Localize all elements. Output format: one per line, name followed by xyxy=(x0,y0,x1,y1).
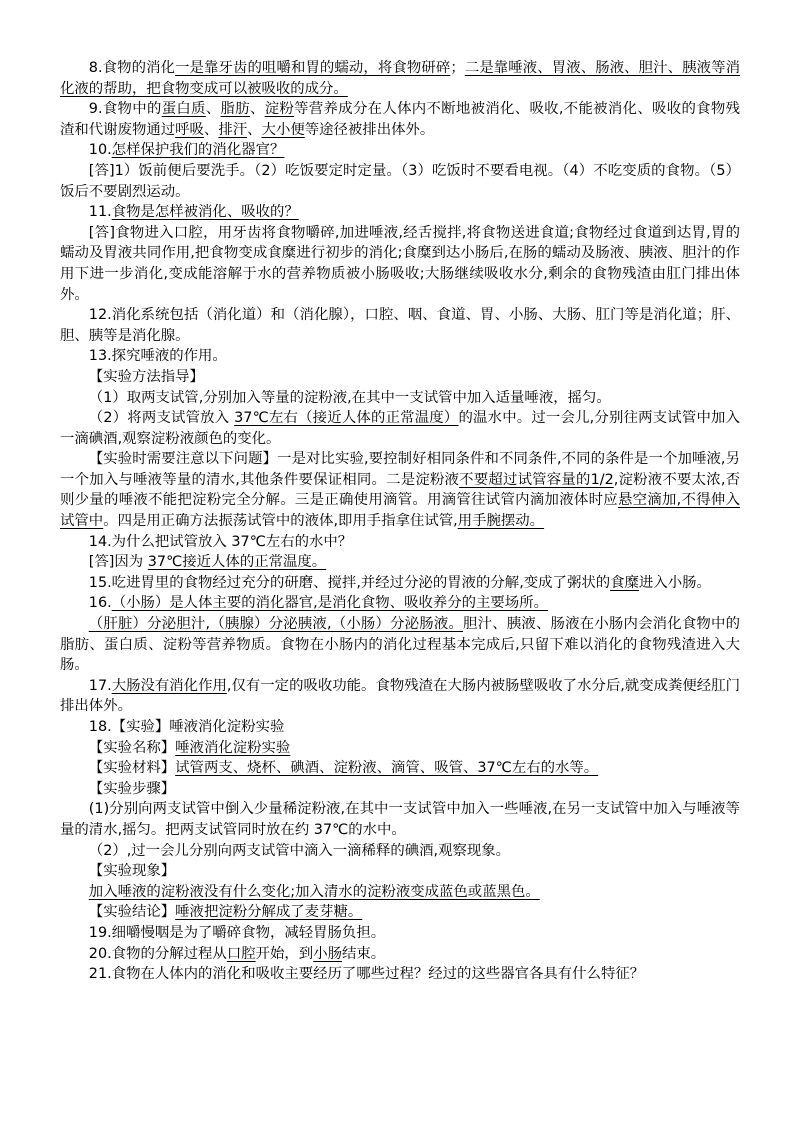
text-run: 进入小肠。 xyxy=(638,574,711,591)
underlined-text: 蛋白质 xyxy=(161,101,206,118)
underlined-text: 加入唾液的淀粉液没有什么变化;加入清水的淀粉液变成蓝色或蓝黑色。 xyxy=(88,883,540,900)
underlined-text: 呼吸 xyxy=(175,121,204,138)
underlined-text: 大小便 xyxy=(261,121,305,138)
underlined-text: 二是靠唾液、胃液、肠液、胆汁、胰液等消化液的帮助，把食物变成可以被吸收的成分。 xyxy=(60,60,740,97)
text-run: [答]因为 xyxy=(88,554,148,571)
document-body xyxy=(60,58,740,985)
paragraph xyxy=(60,161,740,202)
underlined-text: 不要超过试管容量的1/2 xyxy=(459,471,614,488)
paragraph xyxy=(60,593,740,614)
text-run: [答]食物进入口腔，用牙齿将食物嚼碎,加进唾液,经舌搅拌,将食物送进食道;食物经过食道到达胃,胃的蠕动及胃液共同作用,把食物变成食糜进行初步的消化;食糜到达小肠后,在肠的蠕动及肠液、胰液、胆汁的作用下进一步消化,变成能溶解于水的营养物质被小肠吸收;大肠继续吸收水分,剩余的食物残渣由肛门排出体外。 xyxy=(60,224,740,303)
text-run: 13.探究唾液的作用。 xyxy=(88,348,227,365)
text-run: 等途径被排出体外。 xyxy=(304,121,435,138)
underlined-text: 37℃左右（接近人体的正常温度） xyxy=(234,410,459,427)
text-run: (1)分别向两支试管中倒入少量稀淀粉液,在其中一支试管中加入一些唾液,在另一支试管中加入与唾液等量的清水,摇匀。把两支试管同时放在约 37℃的水中。 xyxy=(60,801,740,838)
text-run: （2）,过一会儿分别向两支试管中滴入一滴稀释的碘酒,观察现象。 xyxy=(88,842,511,859)
text-run: 结束。 xyxy=(341,945,386,962)
text-run: 16. xyxy=(88,595,112,612)
text-run: 14.为什么把试管放入 37℃左右的水中？ xyxy=(88,533,353,550)
text-run: 12.消化系统包括（消化道）和（消化腺），口腔、咽、食道、胃、小肠、大肠、肛门等是消化道；肝、胆、胰等是消化腺。 xyxy=(60,307,740,344)
text-run: 、 xyxy=(205,101,221,118)
paragraph xyxy=(60,841,740,862)
text-run: 【实验结论】 xyxy=(88,904,176,921)
text-run: 、 xyxy=(247,121,262,138)
text-run: 10. xyxy=(88,142,112,159)
paragraph xyxy=(60,58,740,99)
paragraph xyxy=(60,99,740,140)
text-run: 、 xyxy=(249,101,265,118)
paragraph xyxy=(60,861,740,882)
underlined-text: 怎样保护我们的消化器官？ xyxy=(111,142,285,159)
underlined-text: （小肠）是人体主要的消化器官,是消化食物、吸收养分的主要场所。 xyxy=(111,595,548,612)
paragraph xyxy=(60,223,740,305)
text-run: 胆汁、胰液、肠液在小肠内会消化食物中的脂肪、蛋白质、淀粉等营养物质。食物在小肠内的消化过程基本完成后,只留下难以消化的食物残渣进入大肠。 xyxy=(60,616,740,674)
text-run: ； xyxy=(450,60,465,76)
underlined-text: 试管两支、烧杯、碘酒、淀粉液、滴管、吸管、37℃左右的水等。 xyxy=(175,760,599,777)
paragraph xyxy=(60,449,740,531)
text-run: 9.食物中的 xyxy=(88,101,162,118)
text-run: 20.食物的分解过程从 xyxy=(88,945,227,962)
underlined-text: 淀粉 xyxy=(264,101,295,118)
text-run: 的温水中。过一会儿,分别往两支试管中加入一滴碘酒,观察淀粉液颜色的变化。 xyxy=(60,410,741,447)
underlined-text: 脂肪 xyxy=(220,101,250,118)
underlined-text: 唾液把淀粉分解成了麦芽糖。 xyxy=(175,904,363,921)
paragraph xyxy=(60,882,740,903)
paragraph xyxy=(60,573,740,594)
underlined-text: 排汗 xyxy=(218,121,248,138)
paragraph xyxy=(60,408,740,449)
paragraph xyxy=(60,388,740,409)
text-run: 【实验材料】 xyxy=(88,760,176,777)
underlined-text: （肝脏）分泌胆汁,（胰腺）分泌胰液,（小肠）分泌肠液。 xyxy=(88,616,464,633)
paragraph xyxy=(60,140,740,161)
underlined-text: 一是靠牙齿的咀嚼和胃的蠕动，将食物研碎 xyxy=(175,60,451,76)
text-run: 。四是用正确方法振荡试管中的液体,即用手指拿住试管, xyxy=(103,513,458,530)
text-run: 11. xyxy=(88,204,112,221)
text-run: [答]1）饭前便后要洗手。（2）吃饭要定时定量。（3）吃饭时不要看电视。（4）不吃变质的食物。（5）饭后不要剧烈运动。 xyxy=(60,162,740,200)
underlined-text: 用手腕摆动。 xyxy=(457,513,545,530)
text-run: 18.【实验】唾液消化淀粉实验 xyxy=(88,719,285,735)
underlined-text: 小肠 xyxy=(313,945,342,962)
paragraph xyxy=(60,532,740,553)
text-run: 21.食物在人体内的消化和吸收主要经历了哪些过程？经过的这些器官各具有什么特征？ xyxy=(88,966,645,983)
text-run: 15.吃进胃里的食物经过充分的研磨、搅拌,并经过分泌的胃液的分解,变成了粥状的 xyxy=(88,574,611,591)
text-run: ,淀粉液不要太浓,否则少量的唾液不能把淀粉完全分解。三是正确使用滴管。用滴管往试管内滴加液体时应 xyxy=(60,471,740,509)
text-run: 【实验现象】 xyxy=(88,863,176,880)
paragraph xyxy=(60,202,740,223)
underlined-text: 37℃接近人体的正常温度。 xyxy=(147,554,327,571)
text-run: （2）将两支试管放入 xyxy=(88,410,235,427)
text-run: 8.食物的消化 xyxy=(88,60,176,76)
text-run: 17. xyxy=(88,677,112,694)
paragraph xyxy=(60,614,740,676)
paragraph xyxy=(60,944,740,965)
paragraph xyxy=(60,676,740,717)
paragraph xyxy=(60,305,740,346)
paragraph xyxy=(60,738,740,759)
underlined-text: 大肠没有消化作用 xyxy=(111,677,227,694)
paragraph xyxy=(60,552,740,573)
text-run: 19.细嚼慢咽是为了嚼碎食物，减轻胃肠负担。 xyxy=(88,924,386,941)
paragraph xyxy=(60,758,740,779)
text-run: ,仅有一定的吸收功能。食物残渣在大肠内被肠壁吸收了水分后,就变成粪便经肛门排出体外。 xyxy=(60,677,740,715)
paragraph xyxy=(60,964,740,985)
underlined-text: 食糜 xyxy=(610,574,639,591)
underlined-text: 唾液消化淀粉实验 xyxy=(175,739,291,756)
paragraph xyxy=(60,367,740,388)
paragraph xyxy=(60,346,740,367)
text-run: 等营养成分在人体内不断地被消化、吸收,不能被消化、吸收的食物残渣和代谢废物通过 xyxy=(60,101,740,138)
paragraph xyxy=(60,902,740,923)
underlined-text: 口腔 xyxy=(226,945,256,962)
text-run: 、 xyxy=(203,121,219,138)
paragraph xyxy=(60,717,740,738)
text-run: 【实验步骤】 xyxy=(88,780,176,797)
text-run: 开始，到 xyxy=(255,945,314,962)
paragraph xyxy=(60,799,740,840)
text-run: 【实验方法指导】 xyxy=(88,368,204,385)
paragraph xyxy=(60,779,740,800)
text-run: 【实验时需要注意以下问题】一是对比实验,要控制好相同条件和不同条件,不同的条件是一个加唾液,另一个加入与唾液等量的清水,其他条件要保证相同。二是淀粉液 xyxy=(60,451,740,488)
text-run: （1）取两支试管,分别加入等量的淀粉液,在其中一支试管中加入适量唾液，摇匀。 xyxy=(88,389,611,406)
underlined-text: 食物是怎样被消化、吸收的？ xyxy=(111,204,299,221)
paragraph xyxy=(60,923,740,944)
text-run: 【实验名称】 xyxy=(88,739,176,756)
underlined-text: 悬空滴加,不得伸入试管中 xyxy=(60,492,740,530)
